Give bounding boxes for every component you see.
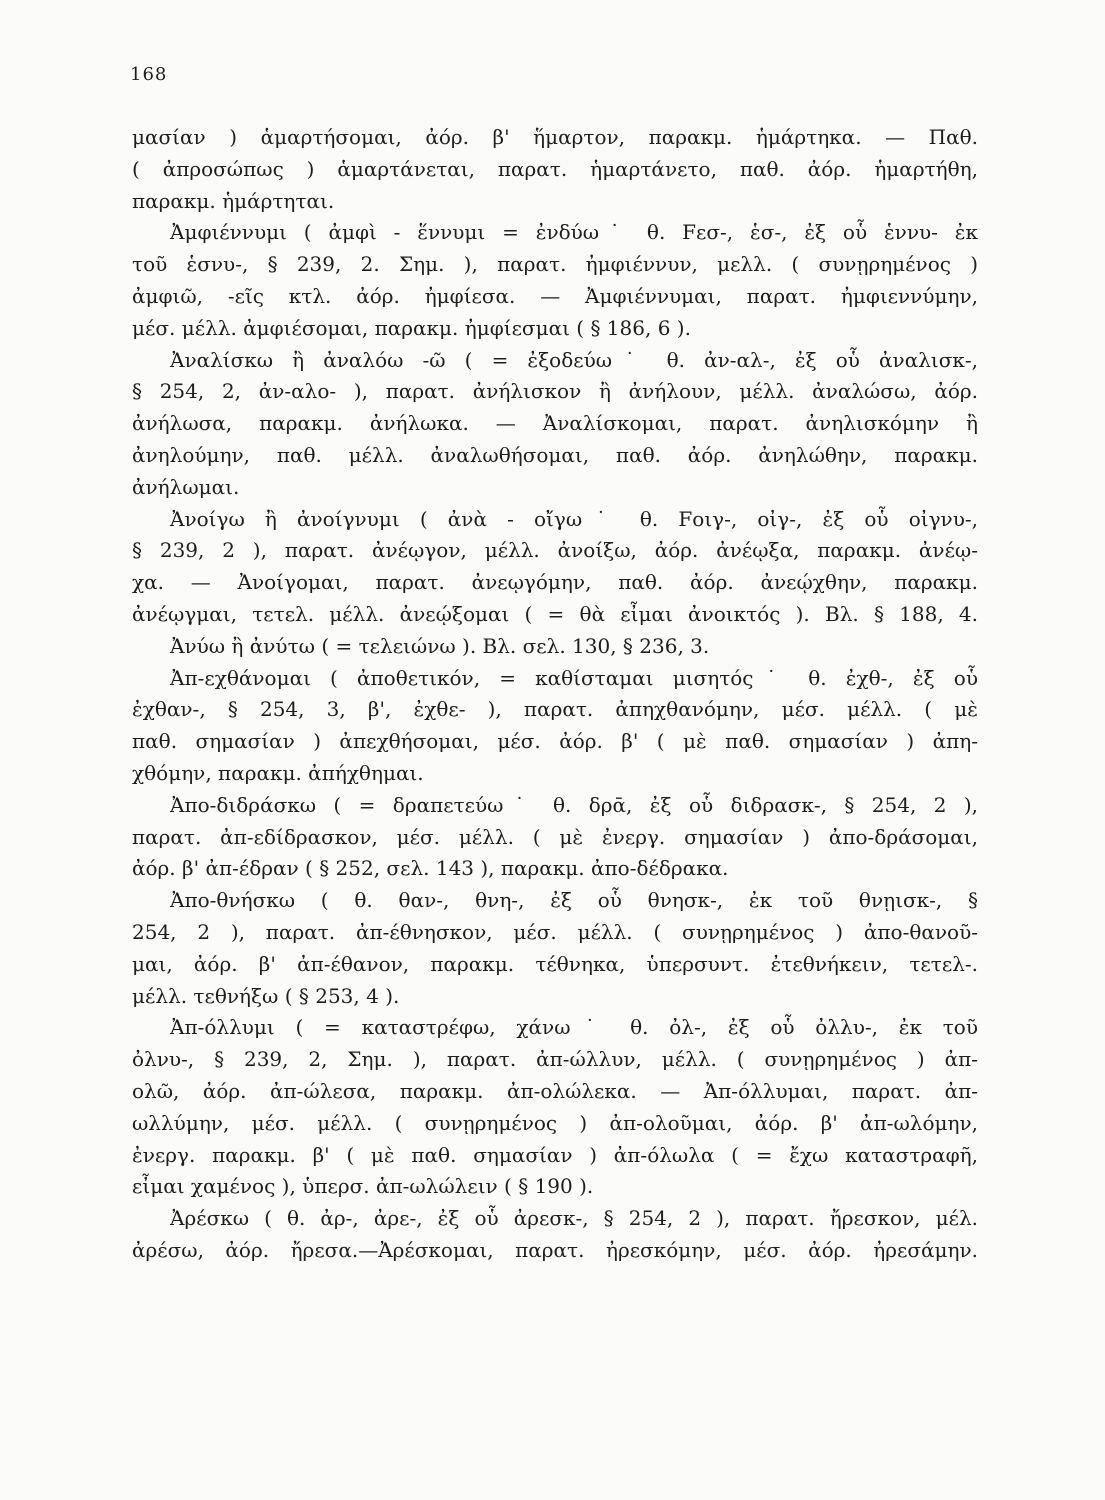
text-line: § 239, 2 ), παρατ. ἀνέῳγον, μέλλ. ἀνοίξω, ἀόρ. ἀνέῳξα, παρακμ. ἀνέῳ-	[132, 538, 978, 563]
text-line: εἶμαι χαμένος ), ὑπερσ. ἀπ-ωλώλειν ( § 190 ).	[132, 1174, 594, 1199]
text-line: Ἀπο-διδράσκω ( = δραπετεύω˙ θ. δρᾱ, ἐξ οὗ διδρασκ-, § 254, 2 ),	[170, 792, 978, 817]
text-line: ἀόρ. β' ἀπ-έδραν ( § 252, σελ. 143 ), παρακμ. ἀπο-δέδρακα.	[132, 856, 729, 881]
text-line: Ἀνύω ἢ ἀνύτω ( = τελειώνω ). Βλ. σελ. 130, § 236, 3.	[170, 633, 710, 658]
text-line: ωλλύμην, μέσ. μέλλ. ( συνῃρημένος ) ἀπ-ολοῦμαι, ἀόρ. β' ἀπ-ωλόμην,	[132, 1110, 978, 1135]
text-line: χθόμην, παρακμ. ἀπήχθημαι.	[132, 760, 424, 785]
text-line: § 254, 2, ἀν-αλο- ), παρατ. ἀνήλισκον ἢ ἀνήλουν, μέλλ. ἀναλώσω, ἀόρ.	[132, 379, 978, 404]
text-line: ἀνήλωσα, παρακμ. ἀνήλωκα. — Ἀναλίσκομαι, παρατ. ἀνηλισκόμην ἢ	[132, 411, 978, 436]
text-line: Ἀπ-όλλυμι ( = καταστρέφω, χάνω˙ θ. ὀλ-, ἐξ οὗ ὀλλυ-, ἐκ τοῦ	[170, 1015, 978, 1040]
text-line: παρατ. ἀπ-εδίδρασκον, μέσ. μέλλ. ( μὲ ἐνεργ. σημασίαν ) ἀπο-δράσομαι,	[132, 824, 978, 849]
text-line: ἀνήλωμαι.	[132, 474, 240, 499]
text-line: μέλλ. τεθνήξω ( § 253, 4 ).	[132, 983, 400, 1008]
text-line: Ἀρέσκω ( θ. ἀρ-, ἀρε-, ἐξ οὗ ἀρεσκ-, § 254, 2 ), παρατ. ἤρεσκον, μέλ.	[170, 1206, 978, 1231]
dictionary-text	[132, 122, 978, 1267]
text-line: ἀρέσω, ἀόρ. ἤρεσα.—Ἀρέσκομαι, παρατ. ἠρεσκόμην, μέσ. ἀόρ. ἠρεσάμην.	[132, 1237, 978, 1262]
text-line: τοῦ ἑσνυ-, § 239, 2. Σημ. ), παρατ. ἠμφιέννυν, μελλ. ( συνῃρημένος )	[132, 252, 978, 277]
text-line: παρακμ. ἡμάρτηται.	[132, 188, 335, 213]
text-line: ἀμφιῶ, -εῖς κτλ. ἀόρ. ἠμφίεσα. — Ἀμφιέννυμαι, παρατ. ἠμφιεννύμην,	[132, 283, 978, 308]
text-line: Ἀνοίγω ἢ ἀνοίγνυμι ( ἀνὰ - οἴγω˙ θ. Fοιγ-, οἰγ-, ἐξ οὗ οἰγνυ-,	[170, 506, 978, 531]
text-line: παθ. σημασίαν ) ἀπεχθήσομαι, μέσ. ἀόρ. β' ( μὲ παθ. σημασίαν ) ἀπη-	[132, 729, 978, 754]
text-line: 254, 2 ), παρατ. ἀπ-έθνησκον, μέσ. μέλλ. ( συνῃρημένος ) ἀπο-θανοῦ-	[132, 919, 978, 944]
text-line: μασίαν ) ἁμαρτήσομαι, ἀόρ. β' ἥμαρτον, παρακμ. ἡμάρτηκα. — Παθ.	[132, 125, 978, 149]
text-line: Ἀναλίσκω ἢ ἀναλόω -ῶ ( = ἐξοδεύω˙ θ. ἀν-αλ-, ἐξ οὗ ἀναλισκ-,	[170, 347, 978, 372]
text-line: Ἀπο-θνήσκω ( θ. θαν-, θνη-, ἐξ οὗ θνησκ-, ἐκ τοῦ θνῃισκ-, §	[170, 888, 978, 913]
text-line: ὀλνυ-, § 239, 2, Σημ. ), παρατ. ἀπ-ώλλυν, μέλλ. ( συνῃρημένος ) ἀπ-	[132, 1047, 978, 1072]
text-line: ἀνέῳγμαι, τετελ. μέλλ. ἀνεῴξομαι ( = θὰ εἶμαι ἀνοικτός ). Βλ. § 188, 4.	[132, 601, 978, 626]
text-line: ολῶ, ἀόρ. ἀπ-ώλεσα, παρακμ. ἀπ-ολώλεκα. — Ἀπ-όλλυμαι, παρατ. ἀπ-	[132, 1078, 978, 1103]
text-line: ἐχθαν-, § 254, 3, β', ἐχθε- ), παρατ. ἀπηχθανόμην, μέσ. μέλλ. ( μὲ	[132, 697, 978, 722]
text-line: ( ἀπροσώπως ) ἁμαρτάνεται, παρατ. ἡμαρτάνετο, παθ. ἀόρ. ἡμαρτήθη,	[132, 156, 978, 181]
text-line: Ἀμφιέννυμι ( ἀμφὶ - ἕννυμι = ἐνδύω˙ θ. Fεσ-, ἑσ-, ἐξ οὗ ἑννυ- ἐκ	[170, 220, 978, 245]
text-line: ἀνηλούμην, παθ. μέλλ. ἀναλωθήσομαι, παθ. ἀόρ. ἀνηλώθην, παρακμ.	[132, 442, 978, 467]
text-line: Ἀπ-εχθάνομαι ( ἀποθετικόν, = καθίσταμαι μισητός˙ θ. ἐχθ-, ἐξ οὗ	[170, 665, 978, 690]
text-line: ἐνεργ. παρακμ. β' ( μὲ παθ. σημασίαν ) ἀπ-όλωλα ( = ἔχω καταστραφῆ,	[132, 1142, 978, 1167]
text-line: χα. — Ἀνοίγομαι, παρατ. ἀνεῳγόμην, παθ. ἀόρ. ἀνεῴχθην, παρακμ.	[132, 570, 978, 595]
page-number: 168	[130, 64, 168, 85]
text-line: μαι, ἀόρ. β' ἀπ-έθανον, παρακμ. τέθνηκα, ὑπερσυντ. ἐτεθνήκειν, τετελ-.	[132, 951, 978, 976]
text-line: μέσ. μέλλ. ἀμφιέσομαι, παρακμ. ἠμφίεσμαι ( § 186, 6 ).	[132, 315, 691, 340]
